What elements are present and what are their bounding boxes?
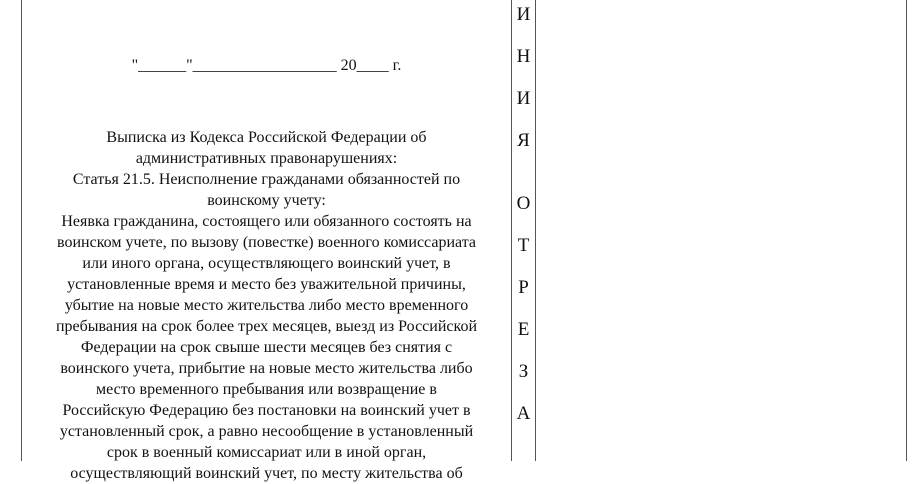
excerpt-line: воинского учета, прибытие на новые место жительства либо [60, 360, 473, 377]
date-blank-line: "______"__________________ 20____ г. [131, 57, 402, 74]
cut-line-letter: И [516, 88, 531, 109]
excerpt-line: административных правонарушениях: [135, 150, 398, 167]
excerpt-line: воинском учете, по вызову (повестке) военного комиссариата [57, 234, 476, 251]
cut-line-letter: Т [517, 235, 530, 256]
excerpt-line: Федерации на срок свыше шести месяцев без снятия с [80, 339, 453, 356]
excerpt-line: Статья 21.5. Неисполнение гражданами обязанностей по [72, 171, 461, 188]
excerpt-line: установленный срок, а равно несообщение в установленный [59, 423, 474, 440]
cut-line-letter: Р [518, 277, 529, 298]
excerpt-line: убытие на новые место жительства либо место временного [64, 297, 469, 314]
excerpt-line: пребывания на срок более трех месяцев, выезд из Российской [55, 318, 478, 335]
excerpt-line-clipped: осуществляющий воинский учет, по месту жительства об [70, 465, 463, 482]
main-text-cell [21, 0, 511, 482]
excerpt-line: Неявка гражданина, состоящего или обязанного состоять на [61, 213, 472, 230]
excerpt-line: место временного пребывания или возвращение в [96, 381, 437, 398]
empty-right-cell [536, 0, 907, 461]
cut-line-vertical-text [512, 0, 535, 435]
cut-line-cell [511, 0, 536, 461]
excerpt-line: Выписка из Кодекса Российской Федерации об [106, 129, 427, 146]
cut-line-letter: Я [517, 130, 530, 151]
excerpt-line: срок в военный комиссариат или в иной орган, [106, 444, 427, 461]
excerpt-line: воинскому учету: [207, 192, 326, 209]
excerpt-line: или иного органа, осуществляющего воинский учет, в [82, 255, 451, 272]
cut-line-letter: Н [516, 46, 531, 67]
cut-line-letter: И [516, 4, 531, 25]
cut-line-letter: А [516, 403, 531, 424]
excerpt-line: Российскую Федерацию без постановки на воинский учет в [62, 402, 471, 419]
code-excerpt [22, 127, 511, 484]
cut-line-letter: З [518, 361, 529, 382]
cut-line-letter: Е [517, 319, 530, 340]
cut-line-letter: О [516, 193, 531, 214]
excerpt-line: установленные время и место без уважительной причины, [67, 276, 466, 293]
left-margin [0, 0, 21, 461]
